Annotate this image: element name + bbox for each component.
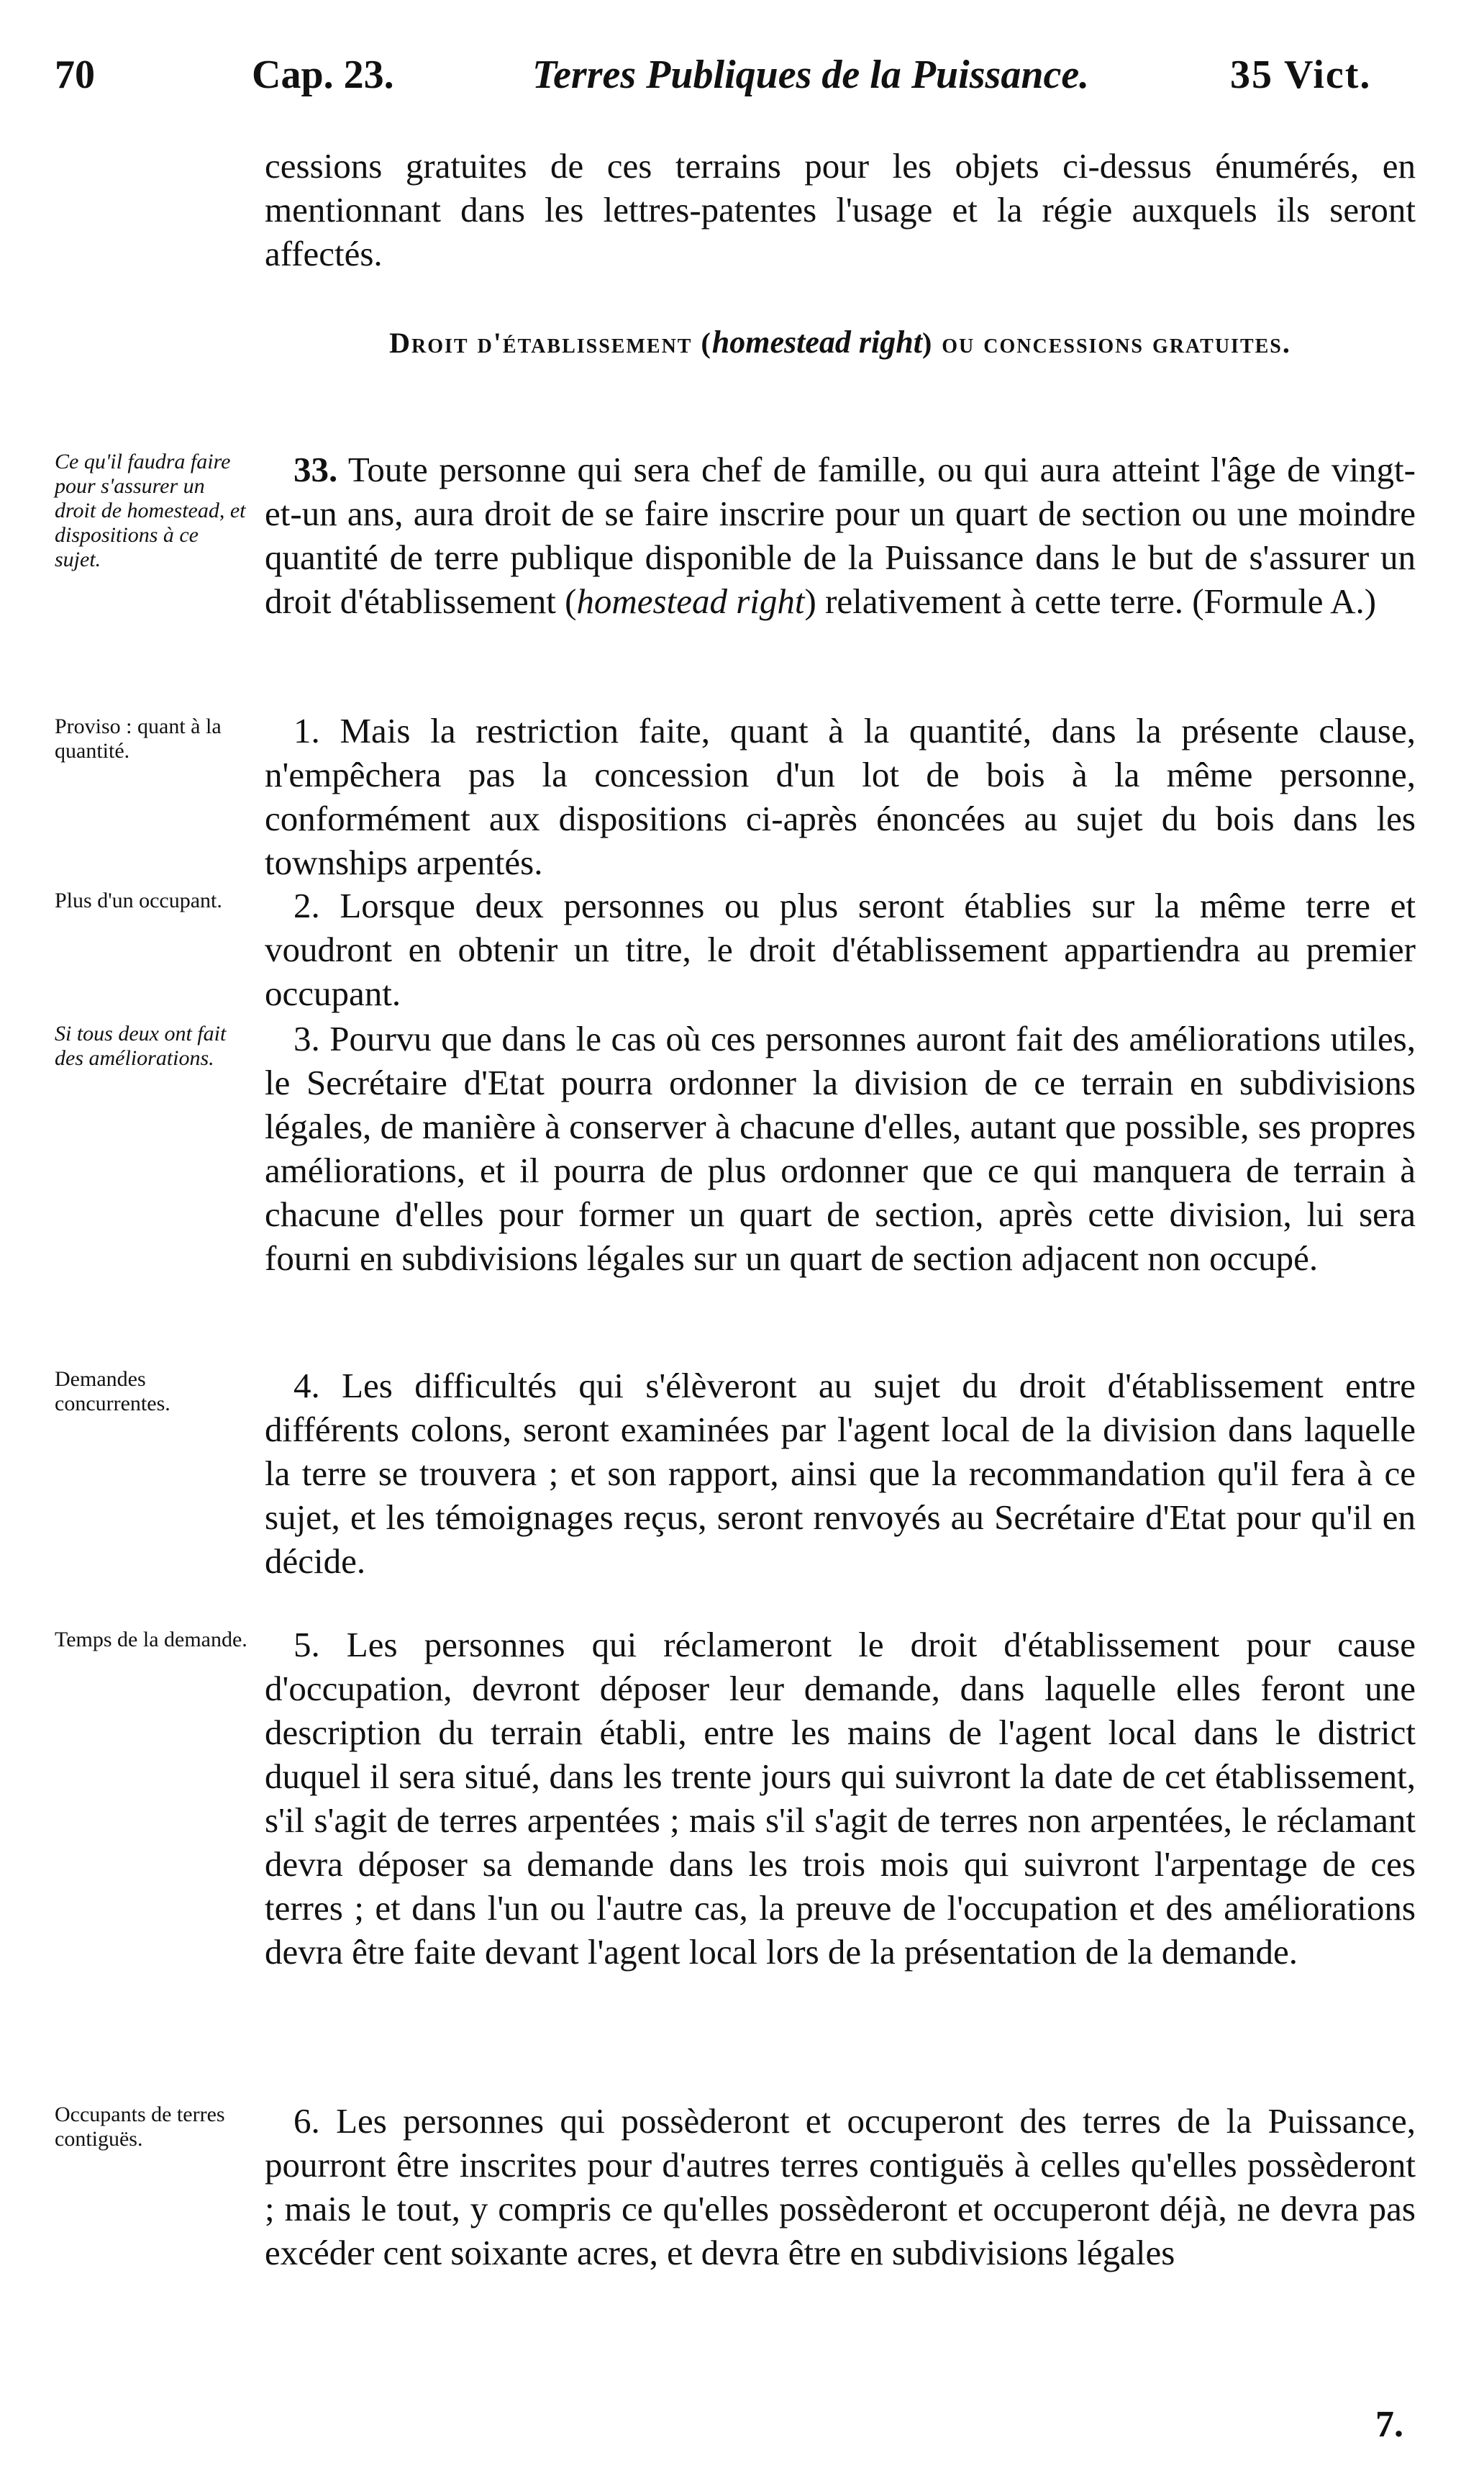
margin-note-3: Si tous deux ont fait des améliorations. — [55, 1022, 227, 1070]
section-italic: homestead right — [576, 581, 805, 621]
running-title: Terres Publiques de la Puissance. — [532, 53, 1090, 97]
subsection-number: 3. — [293, 1019, 320, 1058]
continuation-text: cessions gratuites de ces terrains pour les objets ci-dessus énumérés, en mentionnant dans les lettres-patentes l'usage et la régie auxquels ils seront affectés. — [265, 146, 1416, 273]
section-heading — [265, 320, 1416, 366]
margin-note-2: Plus d'un occupant. — [55, 889, 222, 912]
subsection-3 — [265, 1017, 1416, 1280]
margin-note-33: Ce qu'il faudra faire pour s'assurer un droit de homestead, et dispositions à ce sujet. — [55, 450, 246, 571]
subsection-text: Les personnes qui réclameront le droit d'établissement pour cause d'occupation, devront déposer leur demande, dans laquelle elles feront une description du terrain établi, entre les mains de l'agent local dans le district duquel il sera situé, dans les trente jours qui suivront la date de cet établissement, s'il s'agit de terres arpentées ; mais s'il s'agit de terres non arpentées, le réclamant devra déposer sa demande dans les trois mois qui suivront l'arpentage de ces terres ; et dans l'un ou l'autre cas, la preuve de l'occupation et des améliorations devra être faite devant l'agent local lors de la présentation de la demande. — [265, 1625, 1416, 1972]
subsection-number: 2. — [293, 886, 320, 925]
margin-note-5: Temps de la demande. — [55, 1628, 247, 1651]
subsection-2 — [265, 884, 1416, 1015]
page-number: 70 — [55, 53, 95, 97]
heading-part-2: ) ou concessions gratuites. — [921, 327, 1291, 359]
section-33 — [265, 448, 1416, 623]
subsection-4 — [265, 1364, 1416, 1583]
subsection-text: Les difficultés qui s'élèveront au sujet du droit d'établissement entre différents colons, seront examinées par l'agent local de la division dans laquelle la terre se trouvera ; et son rapport, ainsi que la recommandation qu'il fera à ce sujet, et les témoignages reçus, seront renvoyés au Secrétaire d'Etat pour qu'il en décide. — [265, 1366, 1416, 1581]
subsection-text: Pourvu que dans le cas où ces personnes auront fait des améliorations utiles, le Secrétaire d'Etat pourra ordonner la division de ce terrain en subdivisions légales, de manière à conserver à chacune d'elles, autant que possible, ses propres améliorations, et il pourra de plus ordonner que ce qui manquera de terrain à chacune d'elles pour former un quart de section, après cette division, lui sera fourni en subdivisions légales sur un quart de section adjacent non occupé. — [265, 1019, 1416, 1278]
subsection-5 — [265, 1623, 1416, 1974]
section-text-end: ) relativement à cette terre. (Formule A.) — [804, 581, 1377, 621]
continuation-paragraph — [265, 144, 1416, 276]
subsection-text: Les personnes qui possèderont et occuperont des terres de la Puissance, pourront être inscrites pour d'autres terres contiguës à celles qu'elles possèderont ; mais le tout, y compris ce qu'elles possèderont et occuperont déjà, ne devra pas excéder cent soixante acres, et devra être en subdivisions légales — [265, 2101, 1416, 2272]
heading-italic: homestead right — [711, 325, 922, 360]
chapter-label: Cap. 23. — [252, 53, 394, 97]
margin-note-6: Occupants de terres contiguës. — [55, 2103, 225, 2151]
margin-note-4: Demandes concurrentes. — [55, 1367, 170, 1415]
subsection-number: 6. — [293, 2101, 320, 2141]
subsection-number: 4. — [293, 1366, 320, 1405]
section-text: Toute personne qui sera chef de famille, ou qui aura atteint l'âge de vingt-et-un ans, aura droit de se faire inscrire pour un quart de section ou une moindre quantité de terre publique disponible de la Puissance dans le but de s'assurer un droit d'établissement ( — [265, 450, 1416, 621]
subsection-6 — [265, 2099, 1416, 2275]
heading-part-1: Droit d'établissement ( — [389, 327, 712, 359]
subsection-number: 5. — [293, 1625, 320, 1664]
subsection-number: 1. — [293, 711, 320, 750]
reign-label: 35 Vict. — [1230, 53, 1372, 97]
catchword: 7. — [1375, 2404, 1403, 2445]
subsection-text: Lorsque deux personnes ou plus seront établies sur la même terre et voudront en obtenir un titre, le droit d'établissement appartiendra au premier occupant. — [265, 886, 1416, 1013]
margin-note-1: Proviso : quant à la quantité. — [55, 715, 222, 763]
section-number: 33. — [293, 450, 338, 489]
subsection-1 — [265, 709, 1416, 884]
subsection-text: Mais la restriction faite, quant à la quantité, dans la présente clause, n'empêchera pas la concession d'un lot de bois à la même personne, conformément aux dispositions ci-après énoncées au sujet du bois dans les townships arpentés. — [265, 711, 1416, 882]
